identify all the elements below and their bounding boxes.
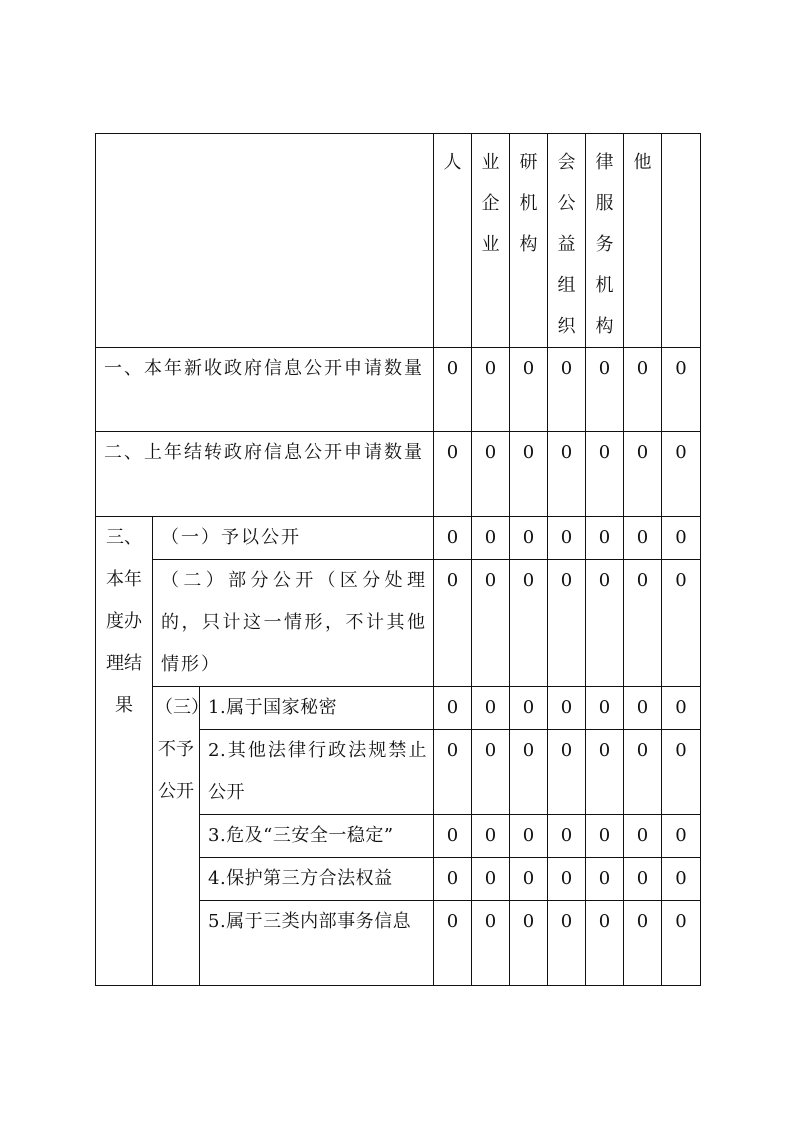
cell-value: 0 xyxy=(586,348,624,432)
cell-value: 0 xyxy=(434,858,472,901)
cell-value: 0 xyxy=(662,348,701,432)
row-label-three-safety: 3.危及“三安全一稳定” xyxy=(200,815,434,858)
table-row xyxy=(96,560,701,687)
cell-value: 0 xyxy=(472,560,510,687)
table-row xyxy=(96,517,701,560)
header-col-5-text: 律服务机构 xyxy=(595,152,614,337)
cell-value: 0 xyxy=(548,432,586,517)
cell-value: 0 xyxy=(472,432,510,517)
cell-value: 0 xyxy=(624,815,662,858)
header-col-4 xyxy=(548,134,586,348)
header-col-3 xyxy=(510,134,548,348)
header-col-2 xyxy=(472,134,510,348)
cell-value: 0 xyxy=(624,901,662,986)
cell-value: 0 xyxy=(548,348,586,432)
cell-value: 0 xyxy=(624,687,662,730)
cell-value: 0 xyxy=(510,432,548,517)
table-row xyxy=(96,687,701,730)
cell-value: 0 xyxy=(434,730,472,815)
cell-value: 0 xyxy=(548,560,586,687)
cell-value: 0 xyxy=(662,815,701,858)
table-row xyxy=(96,432,701,517)
row-label-third-party: 4.保护第三方合法权益 xyxy=(200,858,434,901)
cell-value: 0 xyxy=(586,901,624,986)
not-disclosed-group-label: （三）不予公开 xyxy=(153,687,200,986)
cell-value: 0 xyxy=(510,901,548,986)
cell-value: 0 xyxy=(586,687,624,730)
cell-value: 0 xyxy=(662,687,701,730)
cell-value: 0 xyxy=(548,517,586,560)
section3-label: 三、本年度办理结果 xyxy=(96,517,153,986)
header-col-3-text: 研机构 xyxy=(519,152,538,255)
cell-value: 0 xyxy=(548,687,586,730)
header-col-7 xyxy=(662,134,701,348)
cell-value: 0 xyxy=(472,901,510,986)
cell-value: 0 xyxy=(472,815,510,858)
table-row xyxy=(96,348,701,432)
header-col-1 xyxy=(434,134,472,348)
cell-value: 0 xyxy=(510,730,548,815)
header-col-6 xyxy=(624,134,662,348)
header-col-4-text: 会公益组织 xyxy=(557,152,576,337)
cell-value: 0 xyxy=(548,901,586,986)
header-col-2-text: 业企业 xyxy=(481,152,500,255)
cell-value: 0 xyxy=(624,858,662,901)
cell-value: 0 xyxy=(548,730,586,815)
cell-value: 0 xyxy=(434,432,472,517)
cell-value: 0 xyxy=(472,517,510,560)
cell-value: 0 xyxy=(510,517,548,560)
cell-value: 0 xyxy=(662,517,701,560)
cell-value: 0 xyxy=(510,348,548,432)
cell-value: 0 xyxy=(662,858,701,901)
cell-value: 0 xyxy=(586,730,624,815)
cell-value: 0 xyxy=(662,730,701,815)
cell-value: 0 xyxy=(624,517,662,560)
cell-value: 0 xyxy=(548,858,586,901)
cell-value: 0 xyxy=(586,432,624,517)
row-label-state-secret: 1.属于国家秘密 xyxy=(200,687,434,730)
cell-value: 0 xyxy=(624,348,662,432)
header-col-6-text: 他 xyxy=(633,152,652,173)
cell-value: 0 xyxy=(472,730,510,815)
row-label-partially-disclosed: （二）部分公开（区分处理的，只计这一情形，不计其他情形） xyxy=(153,560,434,687)
cell-value: 0 xyxy=(662,901,701,986)
cell-value: 0 xyxy=(472,858,510,901)
cell-value: 0 xyxy=(510,560,548,687)
cell-value: 0 xyxy=(434,517,472,560)
header-col-5 xyxy=(586,134,624,348)
header-blank-cell xyxy=(96,134,434,348)
row-label-carried-over: 二、上年结转政府信息公开申请数量 xyxy=(96,432,434,517)
cell-value: 0 xyxy=(434,560,472,687)
row-label-prohibited-by-law: 2.其他法律行政法规禁止公开 xyxy=(200,730,434,815)
cell-value: 0 xyxy=(662,432,701,517)
cell-value: 0 xyxy=(510,815,548,858)
cell-value: 0 xyxy=(624,730,662,815)
cell-value: 0 xyxy=(586,560,624,687)
cell-value: 0 xyxy=(586,815,624,858)
cell-value: 0 xyxy=(434,901,472,986)
cell-value: 0 xyxy=(510,687,548,730)
cell-value: 0 xyxy=(548,815,586,858)
cell-value: 0 xyxy=(434,348,472,432)
cell-value: 0 xyxy=(586,858,624,901)
row-label-disclosed: （一）予以公开 xyxy=(153,517,434,560)
header-row xyxy=(96,134,701,348)
statistics-table xyxy=(95,133,701,986)
cell-value: 0 xyxy=(472,348,510,432)
row-label-internal-affairs: 5.属于三类内部事务信息 xyxy=(200,901,434,986)
header-col-1-text: 人 xyxy=(443,152,462,173)
cell-value: 0 xyxy=(662,560,701,687)
cell-value: 0 xyxy=(472,687,510,730)
cell-value: 0 xyxy=(624,432,662,517)
row-label-new-requests: 一、本年新收政府信息公开申请数量 xyxy=(96,348,434,432)
cell-value: 0 xyxy=(586,517,624,560)
cell-value: 0 xyxy=(434,687,472,730)
cell-value: 0 xyxy=(624,560,662,687)
cell-value: 0 xyxy=(434,815,472,858)
cell-value: 0 xyxy=(510,858,548,901)
